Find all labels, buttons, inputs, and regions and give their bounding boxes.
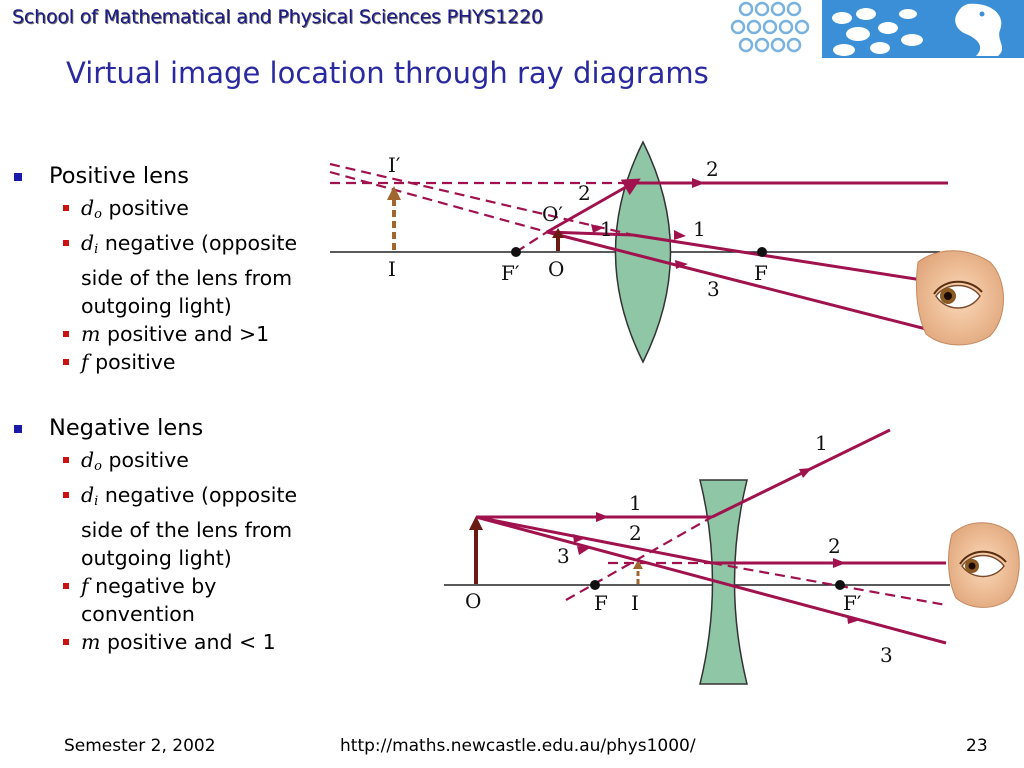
list-item: m positive and >1 [12, 320, 332, 348]
focal-point-left [511, 247, 521, 257]
ray-3-out-label: 3 [880, 643, 893, 667]
image-label: I′ [388, 153, 401, 177]
object-label: O [465, 589, 482, 613]
ray-1-outgoing [633, 235, 935, 282]
ray-3 [547, 232, 930, 330]
list-item: $d_i$ negative (opposite side of the lens from outgoing light) [12, 229, 332, 320]
eye-icon [949, 523, 1020, 608]
eye-icon [916, 251, 1003, 345]
footer-url[interactable]: http://maths.newcastle.edu.au/phys1000/ [340, 736, 696, 756]
object-label: O [548, 257, 565, 281]
header-text: School of Mathematical and Physical Sciences PHYS1220 [12, 6, 543, 28]
negative-lens-heading: Negative lens [12, 412, 332, 444]
focal-right-label: F [754, 261, 768, 285]
ray-1-out-label: 1 [693, 217, 706, 241]
list-item: $d_o$ positive [12, 194, 332, 229]
ray-2-incoming [476, 517, 712, 563]
list-item: f negative by convention [12, 572, 332, 628]
ray-3-extension [330, 172, 547, 232]
focal-left-label: F [594, 591, 608, 615]
ray-2-in-label: 2 [578, 181, 591, 205]
ray-2-out-label: 2 [706, 157, 719, 181]
focal-left-label: F′ [501, 261, 520, 285]
focal-point-left [590, 580, 600, 590]
list-item: m positive and < 1 [12, 628, 332, 656]
image-base-label: I [388, 257, 396, 281]
positive-lens-diagram [330, 142, 1004, 362]
image-label: I [631, 591, 639, 615]
ray-1-out-label: 1 [815, 431, 828, 455]
ray-3-label: 3 [707, 277, 720, 301]
ray-3-in-label: 3 [557, 544, 570, 568]
ray-2-in-label: 2 [629, 521, 642, 545]
ray-1-in-label: 1 [629, 491, 642, 515]
positive-lens-heading: Positive lens [12, 160, 332, 192]
focal-point-right [835, 580, 845, 590]
focal-right-label: F′ [843, 591, 862, 615]
ray-1-in-label: 1 [600, 217, 613, 241]
footer-date: Semester 2, 2002 [64, 736, 216, 756]
object-top-label: O′ [542, 202, 563, 226]
negative-lens-diagram [444, 430, 1019, 684]
ray-2-back-extension [516, 232, 547, 252]
list-item: $d_i$ negative (opposite side of the lens from outgoing light) [12, 481, 332, 572]
focal-point-right [757, 247, 767, 257]
ray-2-out-label: 2 [828, 534, 841, 558]
list-item: $d_o$ positive [12, 446, 332, 481]
ray-2-toward-focal [712, 563, 946, 605]
page-number: 23 [966, 736, 988, 756]
slide-title: Virtual image location through ray diagrams [66, 56, 709, 90]
list-item: f positive [12, 348, 332, 376]
